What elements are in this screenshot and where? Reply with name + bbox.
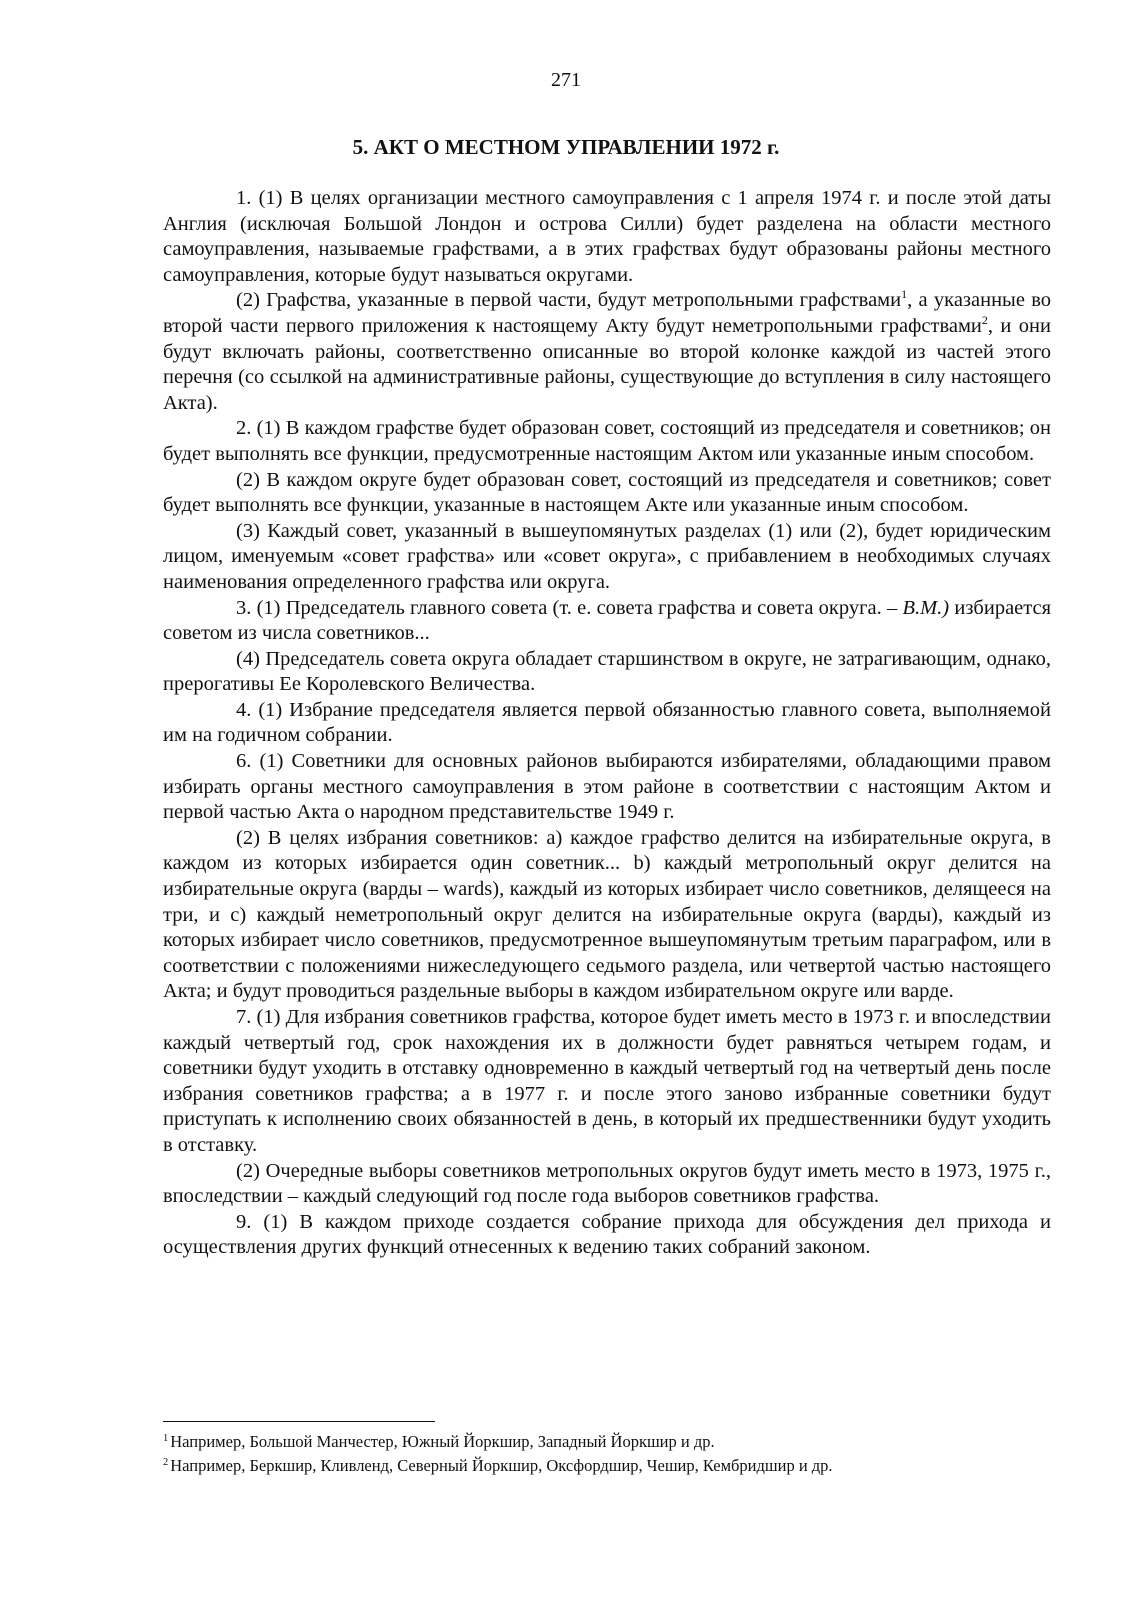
paragraph-2-3: (3) Каждый совет, указанный в вышеупомянутых разделах (1) или (2), будет юридическим лицом, именуемым «совет графства» или «совет округа», с прибавлением в необходимых случаях наименования определенного графства или округа. xyxy=(163,519,1051,593)
paragraph-7-1: 7. (1) Для избрания советников графства, которое будет иметь место в 1973 г. и впоследствии каждый четвертый год, срок нахождения их в должности будет равняться четырем годам, и советники будут уходить в отставку одновременно в каждый четвертый год на четвертый день после избрания советников графства; а в 1977 г. и после этого заново избранные советники будут приступать к исполнению своих обязанностей в день, в который их предшественники будут уходить в отставку. xyxy=(163,1006,1051,1156)
footnote-ref-2: 2 xyxy=(981,313,988,328)
paragraph-3-4: (4) Председатель совета округа обладает старшинством в округе, не затрагивающим, однако, прерогативы Ее Королевского Величества. xyxy=(163,647,1051,696)
paragraph-text: , и они будут включать районы, соответственно описанные во второй колонке каждой из частей этого перечня (со ссылкой на административные районы, существующие до вступления в силу настоящего Акта). xyxy=(163,314,1051,414)
footnote-1 xyxy=(163,1430,1051,1454)
footnote-ref-1: 1 xyxy=(901,287,908,302)
paragraph-3-1 xyxy=(163,596,1051,647)
paragraph-2-1: 2. (1) В каждом графстве будет образован совет, состоящий из председателя и советников; он будет выполнять все функции, предусмотренные настоящим Актом или указанные иным способом. xyxy=(163,417,1051,465)
paragraph-7-2: (2) Очередные выборы советников метропольных округов будут иметь место в 1973, 1975 г., впоследствии – каждый следующий год после года выборов советников графства. xyxy=(163,1159,1051,1208)
footnote-marker: 2 xyxy=(163,1456,169,1468)
paragraph-1-2 xyxy=(163,288,1051,416)
paragraph-2-2: (2) В каждом округе будет образован совет, состоящий из председателя и советников; совет будет выполнять все функции, указанные в настоящем Акте или указанные иным способом. xyxy=(163,468,1051,517)
author-initials: В.М.) xyxy=(902,596,950,619)
paragraph-text: , а указанные во второй части первого приложения к настоящему Акту будут неметропольными графствами xyxy=(163,289,1051,337)
footnote-divider xyxy=(163,1421,435,1422)
paragraph-9-1: 9. (1) В каждом приходе создается собрание прихода для обсуждения дел прихода и осуществления других функций отнесенных к ведению таких собраний законом. xyxy=(163,1210,1051,1259)
paragraph-text: (2) Графства, указанные в первой части, будут метропольными графствами xyxy=(236,289,902,312)
footnote-text: Например, Большой Манчестер, Южный Йоркшир, Западный Йоркшир и др. xyxy=(170,1432,715,1451)
paragraph-text: 3. (1) Председатель главного совета (т. е. совета графства и совета округа. – xyxy=(236,596,903,619)
footnote-marker: 1 xyxy=(163,1432,169,1444)
footnote-text: Например, Беркшир, Кливленд, Северный Йоркшир, Оксфордшир, Чешир, Кембридшир и др. xyxy=(170,1456,833,1475)
footnote-2 xyxy=(163,1454,1051,1478)
document-title: 5. АКТ О МЕСТНОМ УПРАВЛЕНИИ 1972 г. xyxy=(352,135,780,159)
page-number: 271 xyxy=(551,69,581,91)
paragraph-6-2: (2) В целях избрания советников: а) каждое графство делится на избирательные округа, в каждом из которых избирается один советник... b) каждый метропольный округ делится на избирательные округа (варды – wards), каждый из которых избирает число советников, делящееся на три, и с) каждый неметропольный округ делится на избирательные округа (варды), каждый из которых избирает число советников, предусмотренное вышеупомянутым третьим параграфом, или в соответствии с положениями нижеследующего седьмого раздела, или четвертой частью настоящего Акта; и будут проводиться раздельные выборы в каждом избирательном округе или варде. xyxy=(163,826,1051,1003)
paragraph-1-1: 1. (1) В целях организации местного самоуправления с 1 апреля 1974 г. и после этой даты Англия (исключая Большой Лондон и острова Силли) будет разделена на области местного самоуправления, называемые графствами, а в этих графствах будут образованы районы местного самоуправления, которые будут называться округами. xyxy=(163,187,1051,286)
paragraph-6-1: 6. (1) Советники для основных районов выбираются избирателями, обладающими правом избирать органы местного самоуправления в этом районе в соответствии с настоящим Актом и первой частью Акта о народном представительстве 1949 г. xyxy=(163,750,1051,824)
paragraph-4-1: 4. (1) Избрание председателя является первой обязанностью главного совета, выполняемой им на годичном собрании. xyxy=(163,698,1051,747)
document-body xyxy=(163,186,1051,1261)
footnotes xyxy=(163,1430,1051,1478)
paragraph-text: избирается советом из числа советников... xyxy=(163,596,1051,645)
